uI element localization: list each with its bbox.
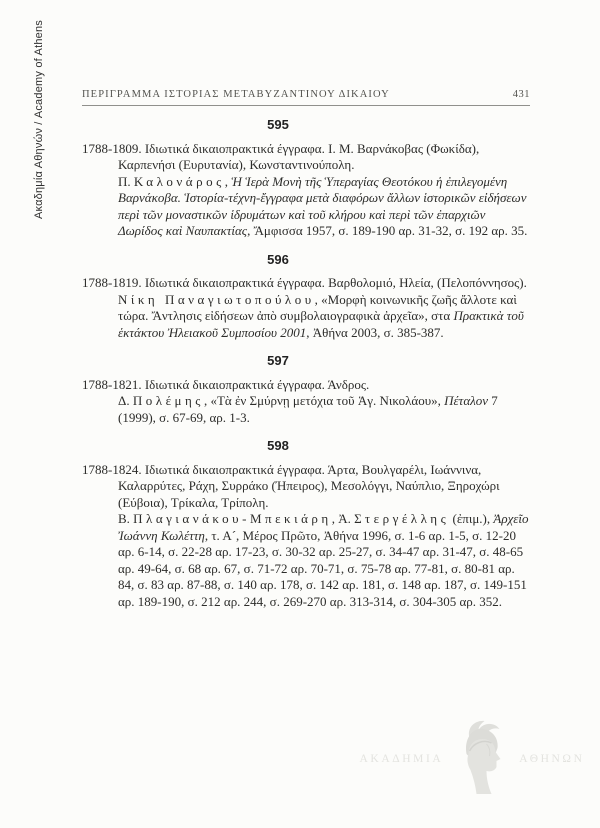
archive-side-label: Ακαδημία Αθηνών / Academy of Athens [33,19,45,219]
citation-segment: Ἡ Ἱερὰ Μονὴ τῆς Ὑπεραγίας Θεοτόκου ἡ ἐπιλεγομένη Βαρνάκοβα. Ἱστορία-τέχνη-ἔγγραφα μετὰ διαφόρων ἄλλων ἱστορικῶν εἰδήσεων περὶ τῶν μοναστικῶν ἱδρυμάτων καὶ τοῦ κλήρου καὶ περὶ τῶν ἐπαρχιῶν Δωρίδος καὶ Ναυπακτίας [118,173,527,238]
entry-citation [118,174,532,240]
entry-number: 597 [267,353,289,368]
watermark-right-text: ΑΘΗΝΩΝ [519,753,585,765]
citation-segment: Δ. [118,393,133,408]
citation-segment: , Ἀ. [331,511,355,526]
entry-citation [118,393,532,426]
citation-segment: Καλονάρος [133,173,225,189]
bibliography-list [82,108,532,610]
citation-segment: Πέταλον [444,393,489,408]
citation-segment: , τ. Α´, Μέρος Πρῶτο, Ἀθήνα 1996, σ. 1-6 αρ. 1-5, σ. 12-20 αρ. 6-14, σ. 22-28 αρ. 17-23, σ. 30-32 αρ. 25-27, σ. 34-47 αρ. 31-47, σ. 48-65 αρ. 49-64, σ. 68 αρ. 67, σ. 71-72 αρ. 70-71, σ. 75-78 αρ. 77-81, σ. 80-81 αρ. 84, σ. 83 αρ. 87-88, σ. 140 αρ. 178, σ. 142 αρ. 181, σ. 148 αρ. 187, σ. 149-151 αρ. 189-190, σ. 212 αρ. 244, σ. 269-270 αρ. 313-314, σ. 304-305 αρ. 352. [118,527,527,609]
entry-description: 1788-1819. Ιδιωτικά δικαιοπρακτικά έγγραφα. Βαρθολομιό, Ηλεία, (Πελοπόννησος). [82,275,527,290]
entry-598 [82,438,532,610]
citation-segment: Π. [118,173,134,189]
citation-segment: Πολέμης [132,393,204,408]
citation-segment: , Ἀθήνα 2003, σ. 385-387. [306,324,444,340]
citation-segment: Ἀρχεῖο Ἰωάννη Κωλέττη [118,511,529,543]
entry-description: 1788-1824. Ιδιωτικά δικαιοπρακτικά έγγραφα. Άρτα, Βουλγαρέλι, Ιωάννινα, Καλαρρύτες, Ράχη, Συρράκο (Ήπειρος), Μεσολόγγι, Ναύπλιο, Ξηροχώρι (Εύβοια), Τρίκαλα, Τρίπολη. [82,461,500,510]
entry-number: 596 [267,251,289,267]
running-title: ΠΕΡΙΓΡΑΜΜΑ ΙΣΤΟΡΙΑΣ ΜΕΤΑΒΥΖΑΝΤΙΝΟΥ ΔΙΚΑΙΟΥ [82,89,390,100]
citation-segment: , «Τὰ ἐν Σμύρνῃ μετόχια τοῦ Ἁγ. Νικολάου», [203,393,445,408]
entry-595 [82,117,532,240]
citation-segment: 7 (1999), σ. 67-69, αρ. 1-3. [118,393,498,425]
watermark-left-text: ΑΚΑΔΗΜΙΑ [359,753,444,765]
citation-segment: Β. [118,511,134,526]
page-header [82,89,530,106]
entry-597 [82,353,532,426]
entry-description: 1788-1821. Ιδιωτικά δικαιοπρακτικά έγγραφα. Άνδρος. [82,376,370,392]
entry-number: 598 [267,438,289,453]
citation-segment: (ἐπιμ.), [449,511,494,526]
citation-segment: , Ἄμφισσα 1957, σ. 189-190 αρ. 31-32, σ. 192 αρ. 35. [247,223,528,238]
entry-number: 595 [267,117,289,132]
citation-segment: Πρακτικὰ τοῦ ἑκτάκτου Ἠλειακοῦ Συμποσίου 2001 [118,308,524,340]
entry-description: 1788-1809. Ιδιωτικά δικαιοπρακτικά έγγραφα. Ι. Μ. Βαρνάκοβας (Φωκίδα), Καρπενήσι (Ευρυτανία), Κωνσταντινούπολη. [82,140,480,172]
entry-citation [118,292,532,342]
citation-segment: Πλαγιανάκου-Μπεκιάρη [133,511,332,526]
entry-citation [118,511,532,610]
academy-watermark [360,719,585,799]
citation-segment: , «Μορφὴ κοινωνικῆς ζωῆς ἄλλοτε καὶ τώρα. Ἄντλησις εἰδήσεων ἀπὸ συμβολαιογραφικὰ ἀρχεῖα», στα [118,291,517,323]
citation-segment: Νίκη Παναγιωτοπούλου [118,291,315,307]
entry-596 [82,252,532,342]
athena-head-icon [456,718,506,801]
page-number: 431 [512,89,530,100]
citation-segment: Στεργέλλης [354,511,450,526]
citation-segment: , [224,173,232,189]
